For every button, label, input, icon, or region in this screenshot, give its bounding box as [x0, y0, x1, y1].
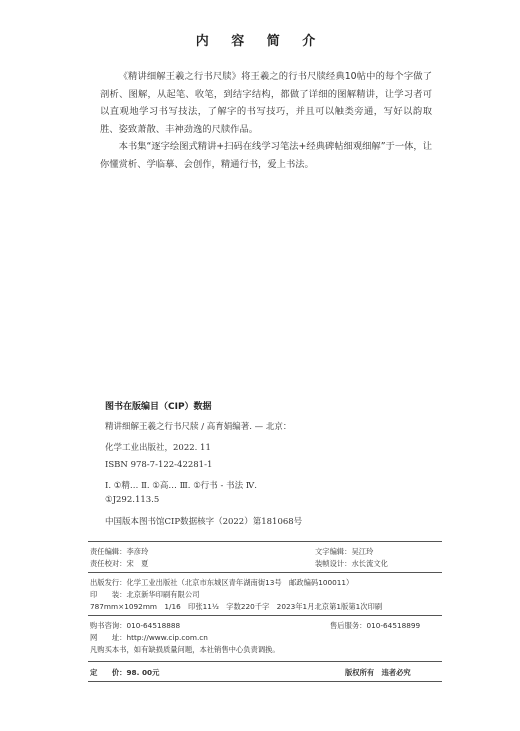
rights-notice: 版权所有 违者必究 [345, 668, 411, 677]
cip-line: ①J292.113.5 [105, 495, 160, 505]
divider [88, 681, 442, 682]
cip-line: 中国版本图书馆CIP数据核字（2022）第181068号 [105, 517, 303, 527]
intro-paragraph: 《精讲细解王羲之行书尺牍》将王羲之的行书尺牍经典10帖中的每个字做了剖析、图解，从起笔、收笔，到结字结构，都做了详细的图解精讲，让学习者可以直观地学习书写技法，了解字的书写技巧，并且可以触类旁通，写好以韵取胜、姿致萧散、丰神劲逸的尺牍作品。 [100, 71, 432, 135]
divider [88, 661, 442, 662]
intro-paragraph: 本书集“逐字绘图式精讲+扫码在线学习笔法+经典碑帖细观细解”于一体，让你懂赏析、学临摹、会创作，精通行书，爱上书法。 [100, 141, 433, 170]
printer-info: 印 装：北京新华印刷有限公司 [90, 590, 200, 599]
cip-line: ISBN 978-7-122-42281-1 [105, 460, 213, 470]
designer-credit: 装帧设计：水长流文化 [315, 559, 388, 568]
cip-line: 化学工业出版社，2022. 11 [105, 443, 211, 453]
cip-heading: 图书在版编目（CIP）数据 [105, 402, 212, 412]
return-notice: 凡购买本书，如有缺损质量问题，本社销售中心负责调换。 [90, 645, 280, 654]
divider [88, 541, 442, 542]
editor-credit: 责任编辑：李彦玲 [90, 547, 149, 556]
cip-line: 精讲细解王羲之行书尺牍 / 高育娟编著. — 北京： [105, 422, 292, 432]
divider [88, 615, 442, 616]
publisher-info: 出版发行：化学工业出版社（北京市东城区青年湖南街13号 邮政编码100011） [90, 578, 354, 587]
intro-title: 内 容 简 介 [195, 34, 325, 49]
purchase-hotline: 购书咨询：010-64518888 [90, 621, 181, 630]
cip-line: Ⅰ. ①精… Ⅱ. ①高… Ⅲ. ①行书 - 书法 Ⅳ. [105, 481, 257, 491]
print-specs: 787mm×1092mm 1/16 印张11½ 字数220千字 2023年1月北京第1版第1次印刷 [90, 602, 383, 611]
intro-body [100, 68, 432, 173]
price: 定 价：98. 00元 [90, 668, 160, 677]
website-link[interactable]: 网 址：http://www.cip.com.cn [90, 633, 208, 642]
divider [88, 572, 442, 573]
text-editor-credit: 文字编辑：吴江玲 [315, 547, 374, 556]
aftersale-hotline: 售后服务：010-64518899 [330, 621, 421, 630]
proofreader-credit: 责任校对：宋 夏 [90, 559, 149, 568]
